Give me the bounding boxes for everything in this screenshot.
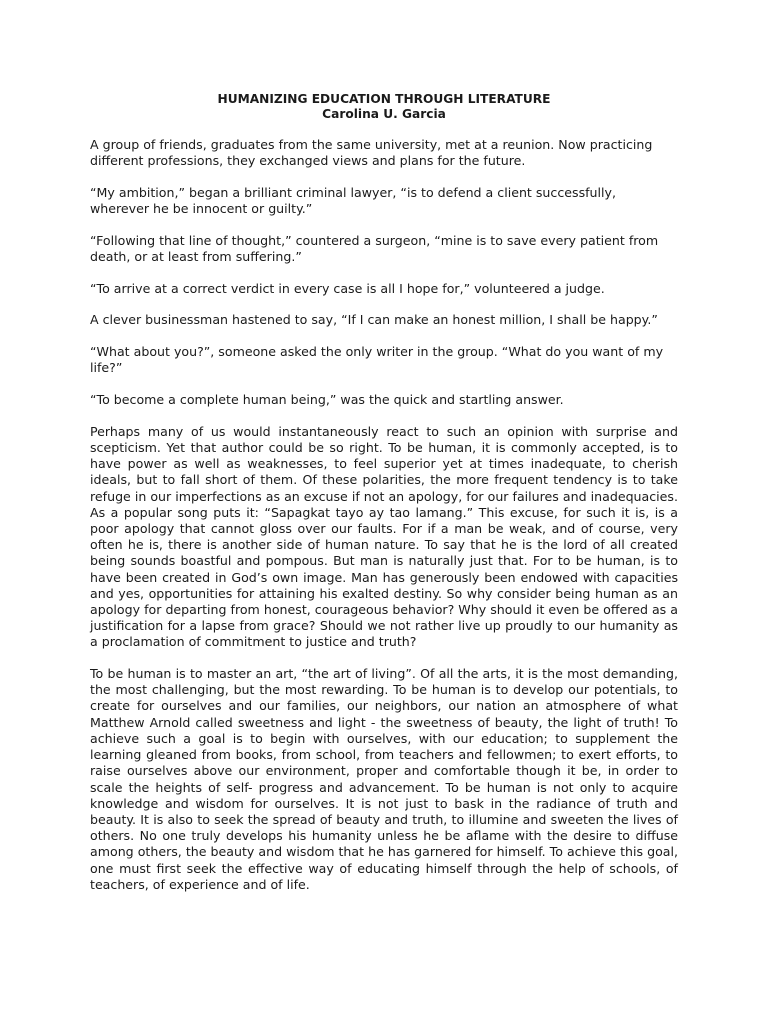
paragraph-writer-question: “What about you?”, someone asked the only writer in the group. “What do you want of my life?” (90, 344, 664, 376)
paragraph-art-of-living: To be human is to master an art, “the art of living”. Of all the arts, it is the most demanding, the most challenging, but the most rewarding. To be human is to develop our potentials, to create for ourselves and our families, our neighbors, our nation an atmosphere of what Matthew Arnold called sweetness and light - the sweetness of beauty, the light of truth! To achieve such a goal is to begin with ourselves, with our education; to supplement the learning gleaned from books, from school, from teachers and fellowmen; to exert efforts, to raise ourselves above our environment, proper and comfortable though it be, in order to scale the heights of self- progress and advancement. To be human is not only to acquire knowledge and wisdom for ourselves. It is not just to bask in the radiance of truth and beauty. It is also to seek the spread of beauty and truth, to illumine and sweeten the lives of others. No one truly develops his humanity unless he be aflame with the desire to diffuse among others, the beauty and wisdom that he has garnered for himself. To achieve this goal, one must first seek the effective way of educating himself through the help of schools, of teachers, of experience and of life. (90, 666, 678, 892)
paragraph-lawyer: “My ambition,” began a brilliant criminal lawyer, “is to defend a client successfully, wherever he be innocent or guilty.” (90, 184, 616, 217)
paragraph-being-human: Perhaps many of us would instantaneously react to such an opinion with surprise and scepticism. Yet that author could be so right. To be human, it is commonly accepted, is to have power as well as weaknesses, to feel superior yet at times inadequate, to cherish ideals, but to fall short of them. Of these polarities, the more frequent tendency is to take refuge in our imperfections as an excuse if not an apology, for our failures and inadequacies. As a popular song puts it: “Sapagkat tayo ay tao lamang.” This excuse, for such it is, is a poor apology that cannot gloss over our faults. For if a man be weak, and of course, very often he is, there is another side of human nature. To say that he is the lord of all created being sounds boastful and pompous. But man is naturally just that. For to be human, is to have been created in God’s own image. Man has generously been endowed with capacities and yes, opportunities for attaining his exalted destiny. So why consider being human as an apology for departing from honest, courageous behavior? Why should it even be offered as a justification for a lapse from grace? Should we not rather live up proudly to our humanity as a proclamation of commitment to justice and truth? (90, 423, 678, 650)
document-title: HUMANIZING EDUCATION THROUGH LITERATURE (217, 92, 551, 106)
paragraph-surgeon: “Following that line of thought,” countered a surgeon, “mine is to save every patient from death, or at least from suffering.” (90, 232, 659, 265)
paragraph-judge: “To arrive at a correct verdict in every case is all I hope for,” volunteered a judge. (90, 280, 605, 296)
document-author: Carolina U. Garcia (322, 107, 446, 121)
paragraph-reunion: A group of friends, graduates from the same university, met at a reunion. Now practicing different professions, they exchanged views and plans for the future. (90, 137, 653, 169)
paragraph-businessman: A clever businessman hastened to say, “If I can make an honest million, I shall be happy.” (90, 312, 658, 328)
paragraph-writer-answer: “To become a complete human being,” was the quick and startling answer. (90, 392, 564, 408)
